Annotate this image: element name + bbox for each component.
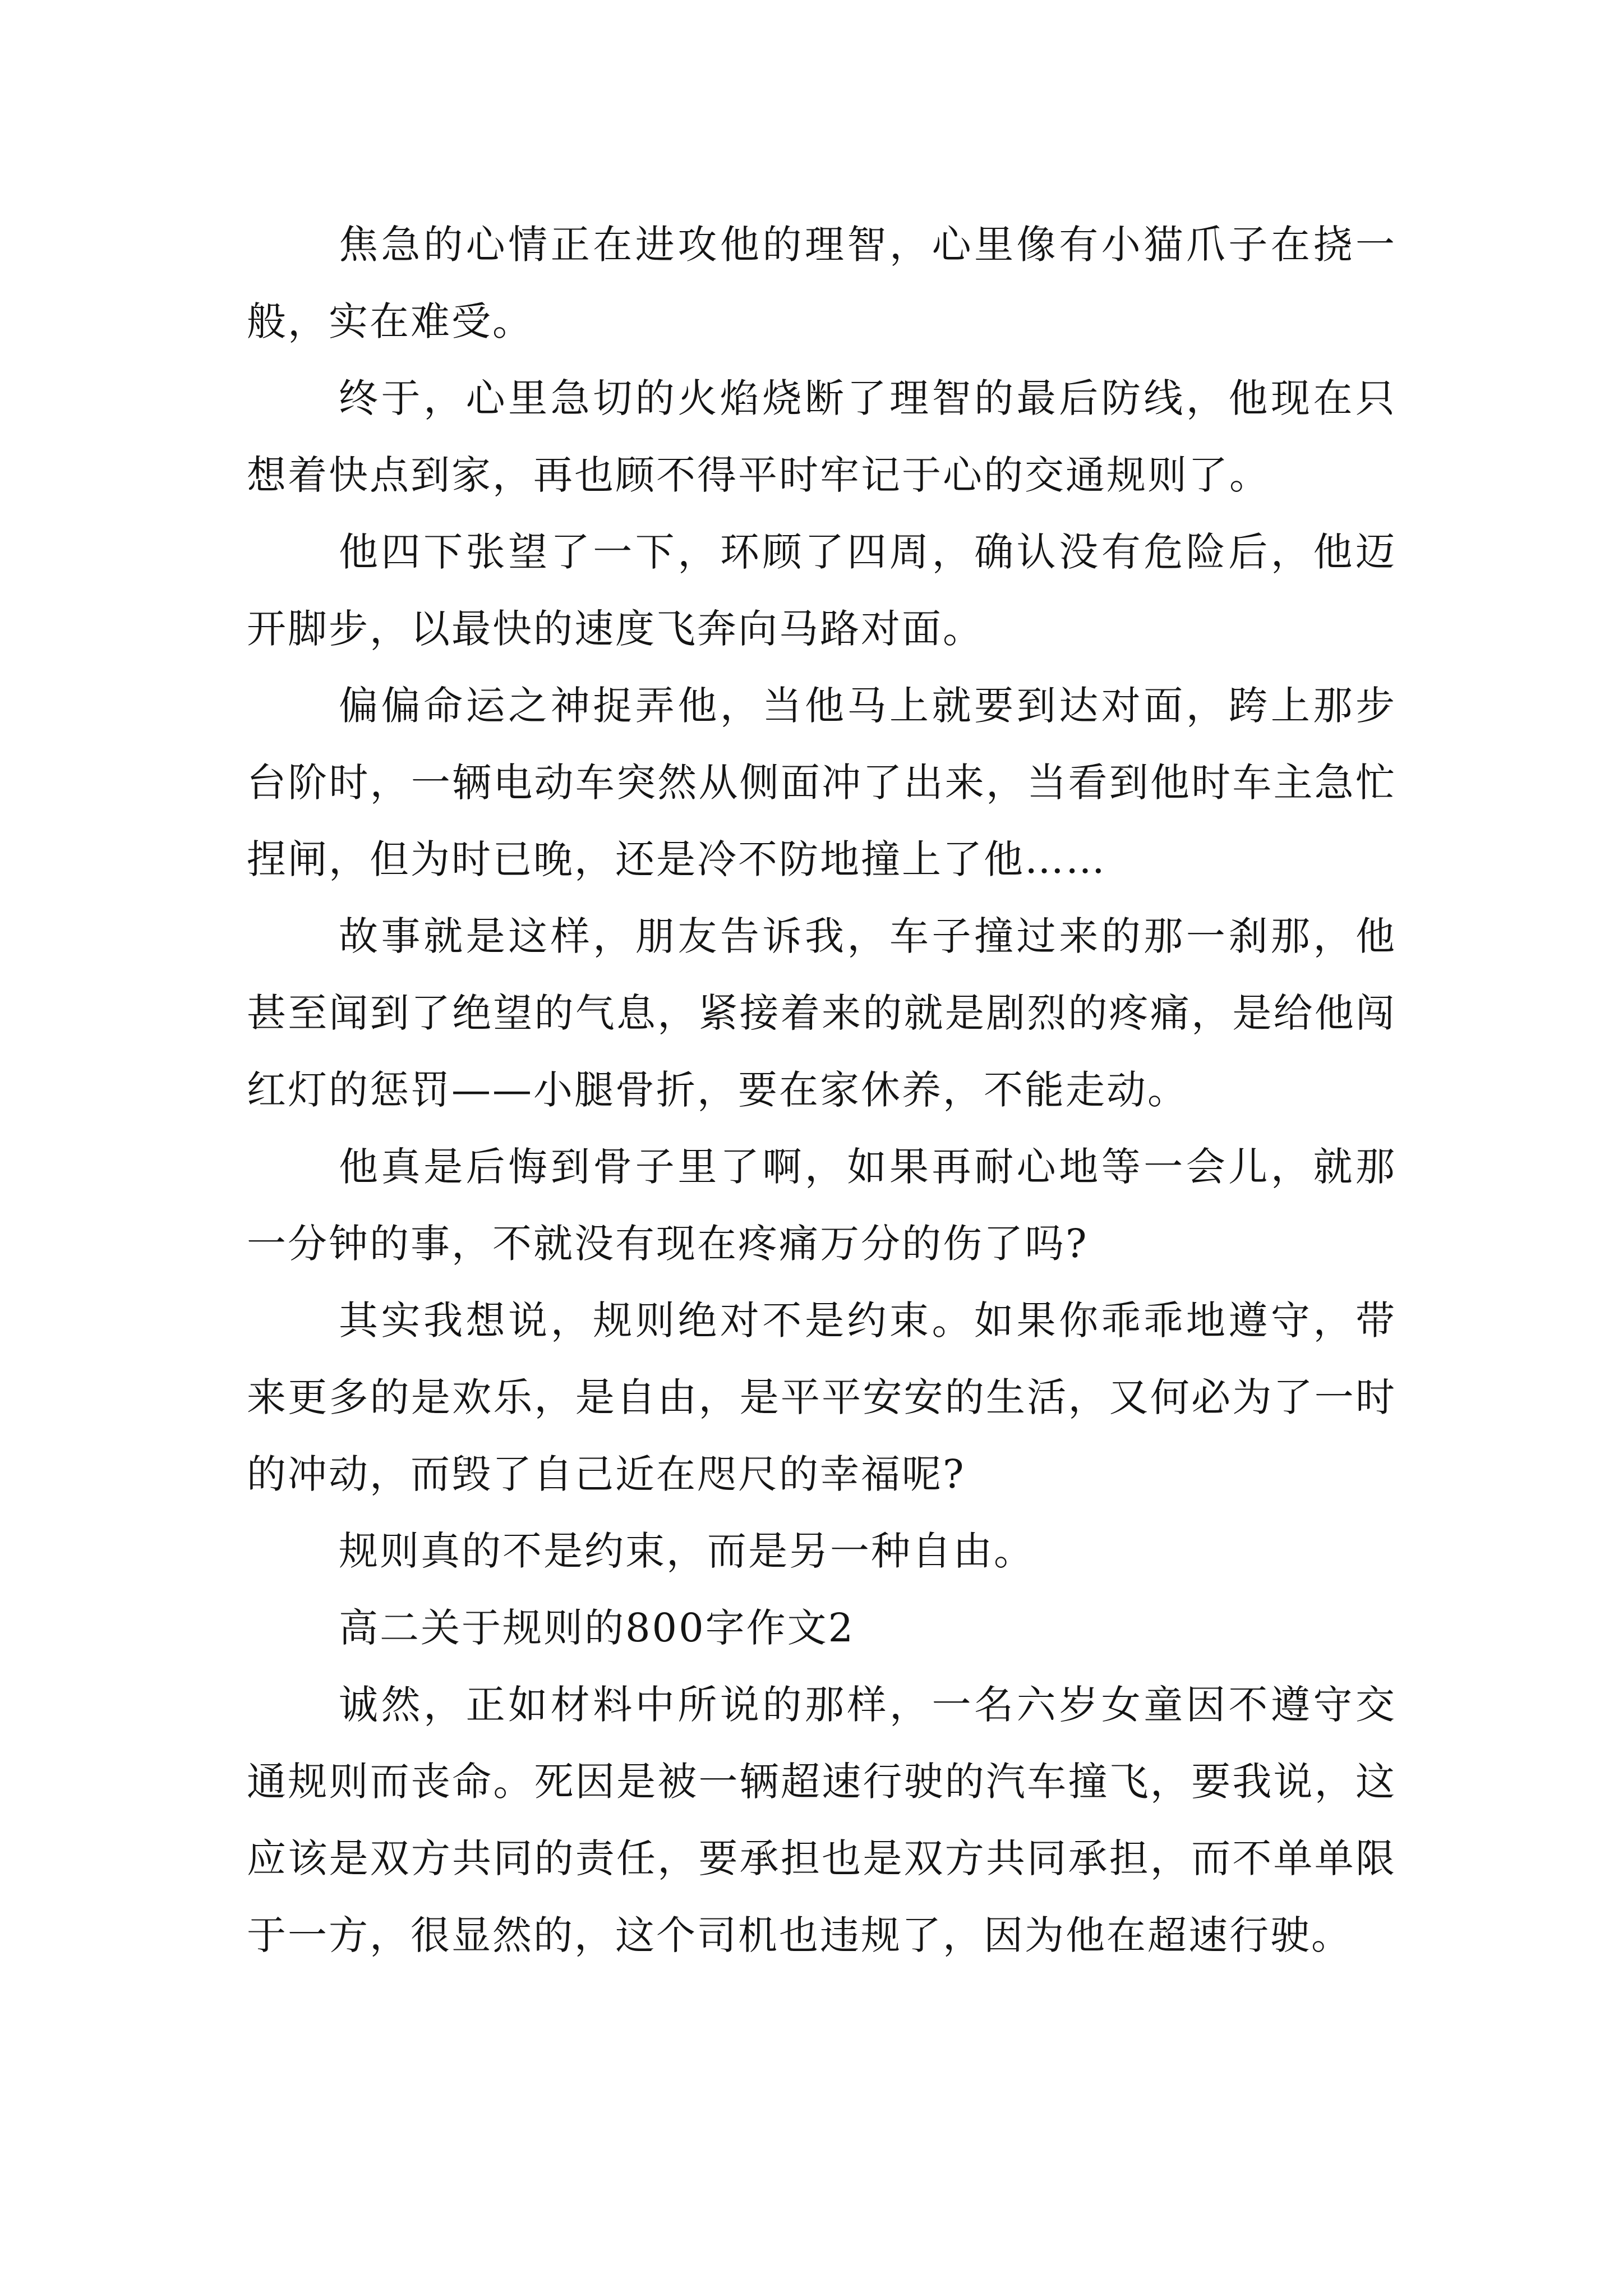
paragraph-essay-two-opening: 诚然，正如材料中所说的那样，一名六岁女童因不遵守交通规则而丧命。死因是被一辆超速行驶的汽车撞飞，要我说，这应该是双方共同的责任，要承担也是双方共同承担，而不单单限于一方，很显然的，这个司机也违规了，因为他在超速行驶。: [247, 1682, 1396, 1958]
document-body: [247, 206, 1396, 1974]
paragraph-anxious-mood: 焦急的心情正在进攻他的理智，心里像有小猫爪子在挠一般，实在难受。: [247, 222, 1396, 344]
section-heading: 高二关于规则的800字作文2: [339, 1605, 855, 1651]
paragraph-accident: 偏偏命运之神捉弄他，当他马上就要到达对面，跨上那步台阶时，一辆电动车突然从侧面冲了出来，当看到他时车主急忙捏闸，但为时已晚，还是冷不防地撞上了他……: [247, 683, 1396, 882]
paragraph-regret: 他真是后悔到骨子里了啊，如果再耐心地等一会儿，就那一分钟的事，不就没有现在疼痛万分的伤了吗?: [247, 1144, 1396, 1267]
paragraph-injury: 故事就是这样，朋友告诉我，车子撞过来的那一刹那，他甚至闻到了绝望的气息，紧接着来的就是剧烈的疼痛，是给他闯红灯的惩罚——小腿骨折，要在家休养，不能走动。: [247, 913, 1396, 1113]
paragraph-running-across: 他四下张望了一下，环顾了四周，确认没有危险后，他迈开脚步，以最快的速度飞奔向马路对面。: [247, 529, 1396, 652]
paragraph-rules-not-constraint: 其实我想说，规则绝对不是约束。如果你乖乖地遵守，带来更多的是欢乐，是自由，是平平安安的生活，又何必为了一时的冲动，而毁了自己近在咫尺的幸福呢?: [247, 1297, 1396, 1497]
paragraph-breaking-rules: 终于，心里急切的火焰烧断了理智的最后防线，他现在只想着快点到家，再也顾不得平时牢记于心的交通规则了。: [247, 375, 1396, 498]
paragraph-conclusion: 规则真的不是约束，而是另一种自由。: [339, 1528, 1035, 1574]
